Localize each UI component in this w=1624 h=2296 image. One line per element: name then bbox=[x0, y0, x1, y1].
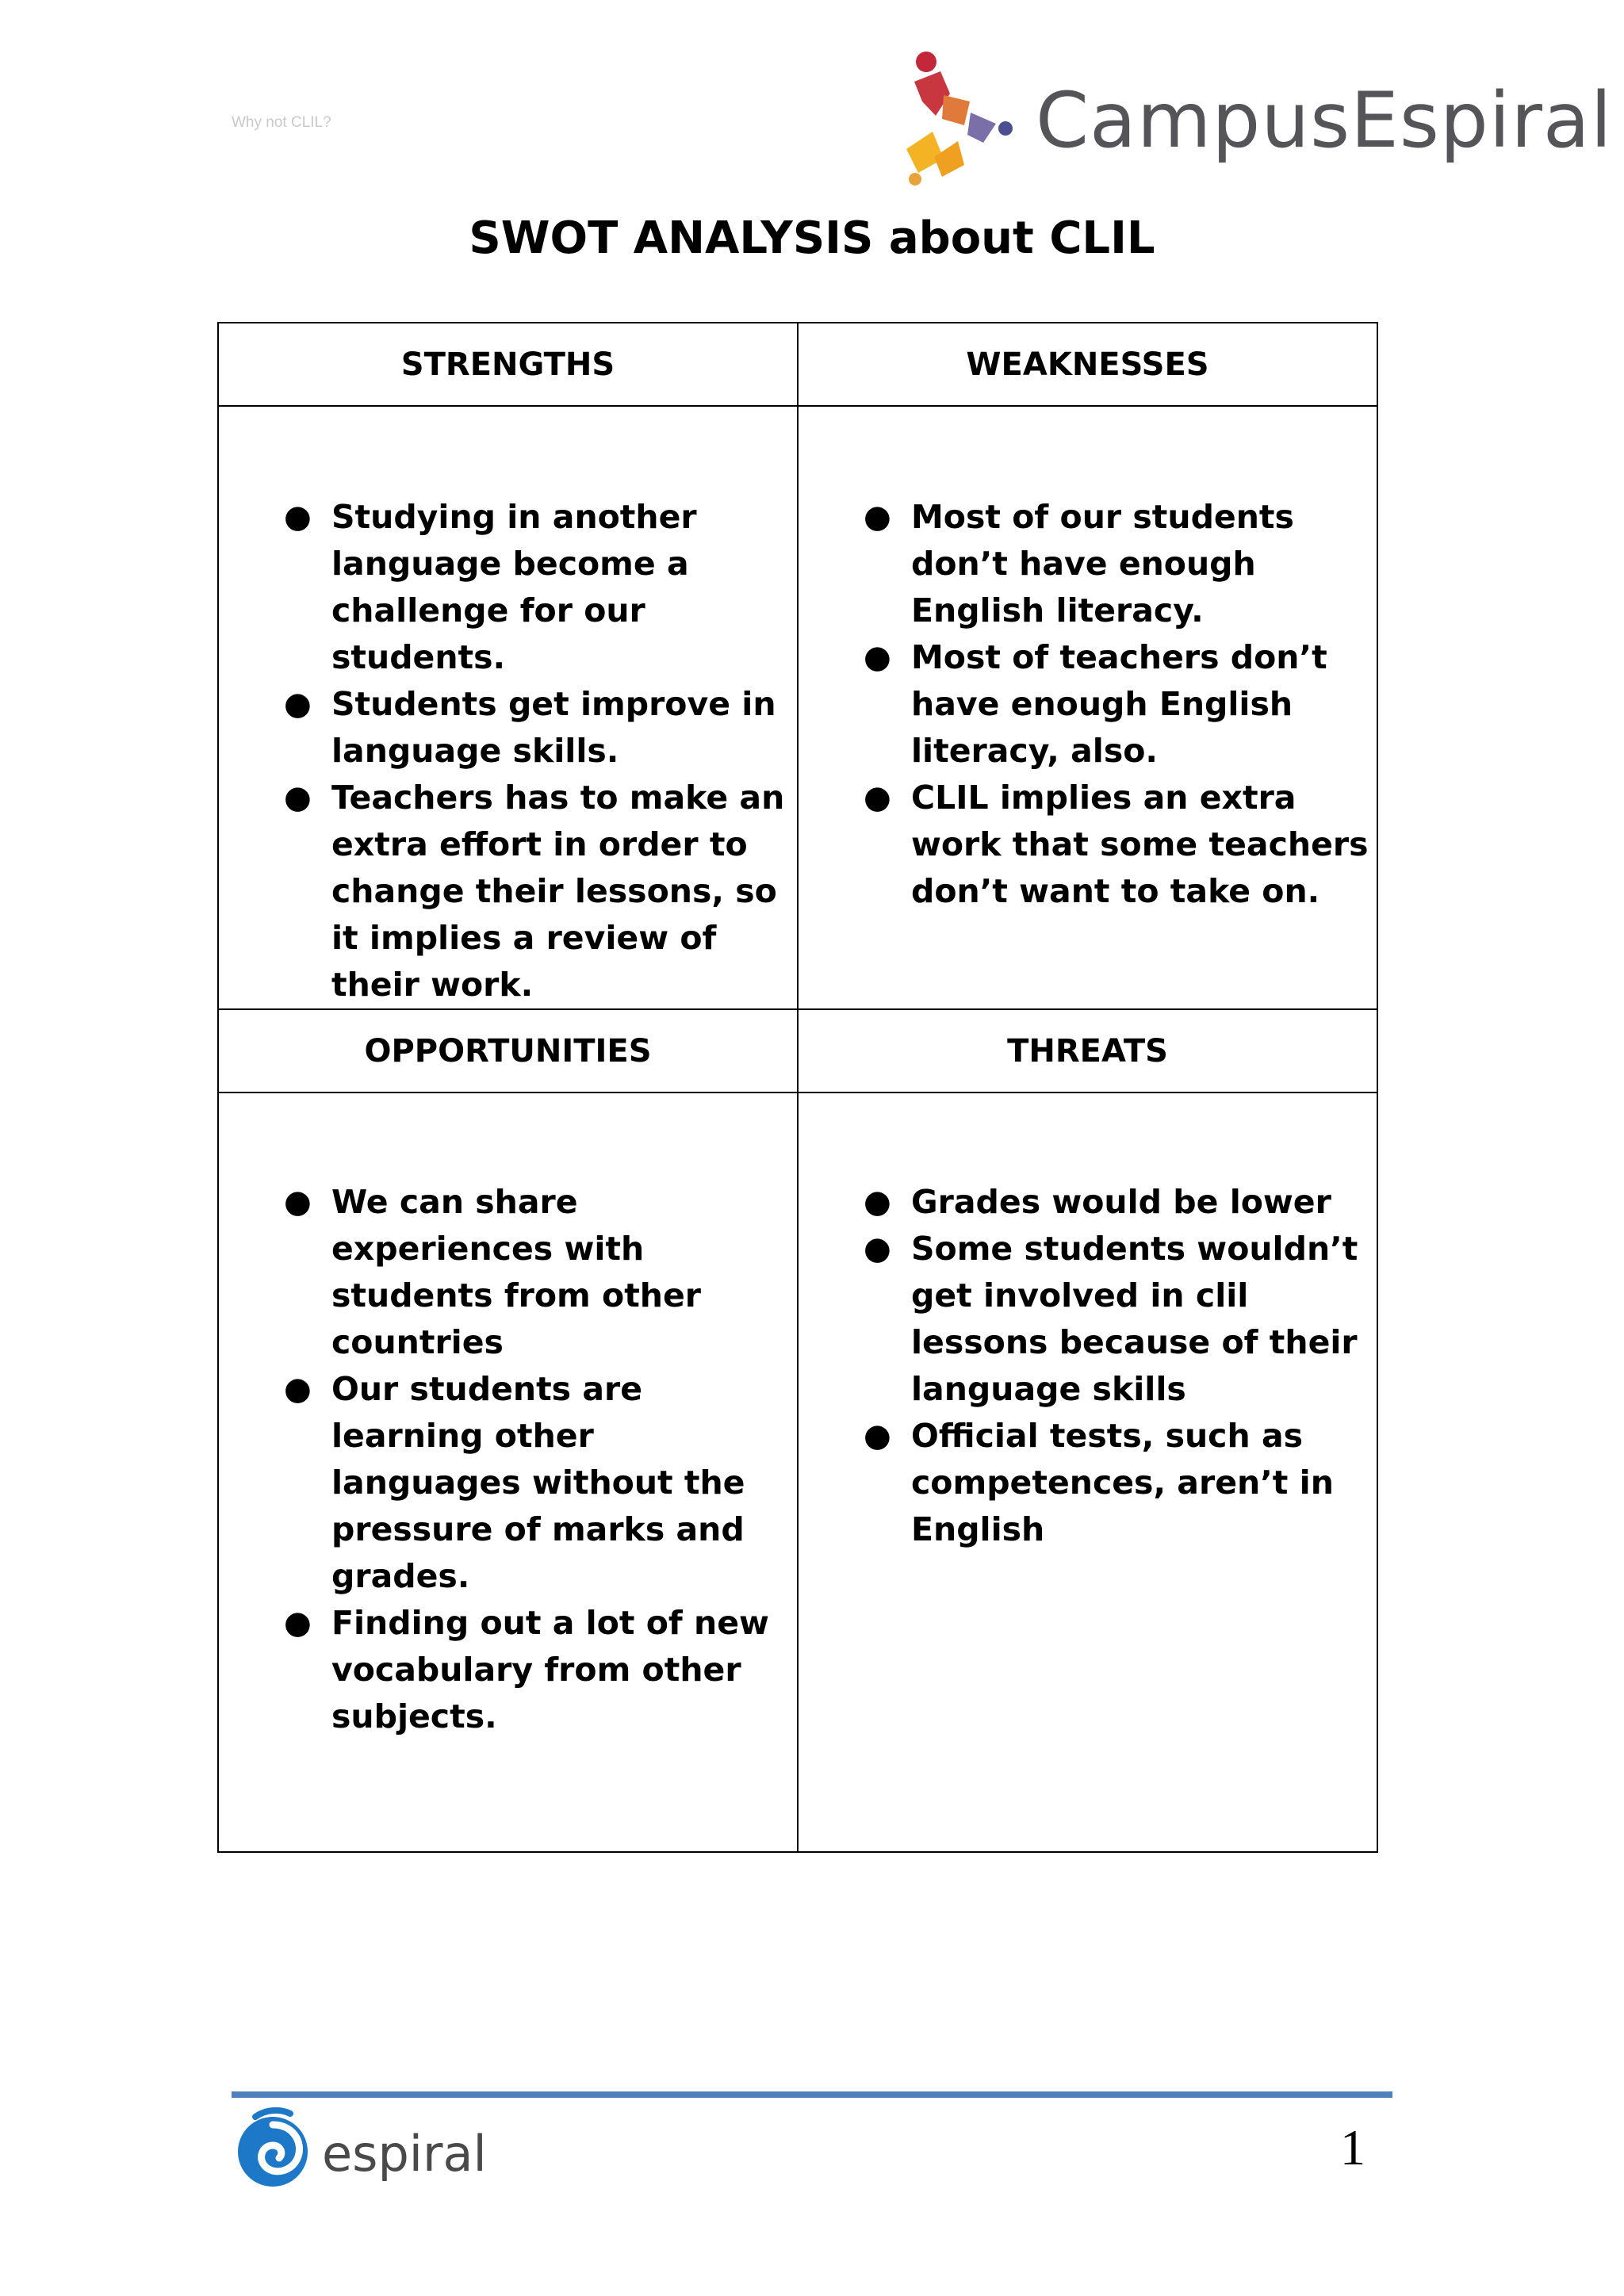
threats-cell bbox=[798, 1093, 1377, 1852]
weaknesses-heading: WEAKNESSES bbox=[798, 323, 1377, 406]
bullet-icon: ● bbox=[284, 499, 312, 535]
weakness-text: Most of our students don’t have enough English literacy. bbox=[911, 498, 1294, 629]
strengths-cell bbox=[218, 406, 798, 1009]
strengths-list bbox=[219, 407, 797, 1008]
list-item bbox=[799, 634, 1377, 775]
strength-text: Teachers has to make an extra effort in order to change their lessons, so it implies a review of their work. bbox=[331, 779, 785, 1004]
document-title: SWOT ANALYSIS about CLIL bbox=[469, 212, 1155, 264]
list-item bbox=[219, 681, 797, 775]
campus-espiral-logo bbox=[894, 46, 1613, 189]
bullet-icon: ● bbox=[864, 639, 891, 675]
list-item bbox=[799, 1413, 1377, 1553]
bullet-icon: ● bbox=[284, 1371, 312, 1407]
list-item bbox=[799, 494, 1377, 634]
espiral-logo-text: espiral bbox=[322, 2125, 487, 2183]
opportunity-text: We can share experiences with students from other countries bbox=[331, 1183, 702, 1361]
bullet-icon: ● bbox=[284, 779, 312, 816]
swot-body-row-top bbox=[218, 406, 1377, 1009]
opportunities-heading: OPPORTUNITIES bbox=[218, 1009, 798, 1093]
list-item bbox=[219, 1600, 797, 1740]
threat-text: Some students wouldn’t get involved in clil lessons because of their language skills bbox=[911, 1230, 1358, 1408]
weaknesses-cell bbox=[798, 406, 1377, 1009]
page-number: 1 bbox=[1340, 2119, 1365, 2175]
threat-text: Grades would be lower bbox=[911, 1183, 1331, 1221]
strength-text: Students get improve in language skills. bbox=[331, 685, 776, 770]
list-item bbox=[219, 775, 797, 1008]
brand-name: CampusEspiral bbox=[1036, 76, 1613, 165]
weaknesses-list bbox=[799, 407, 1377, 915]
list-item bbox=[219, 1179, 797, 1366]
swot-header-row-bottom bbox=[218, 1009, 1377, 1093]
bullet-icon: ● bbox=[284, 1184, 312, 1220]
list-item bbox=[799, 775, 1377, 915]
list-item bbox=[799, 1226, 1377, 1413]
bullet-icon: ● bbox=[284, 686, 312, 722]
bullet-icon: ● bbox=[864, 1184, 891, 1220]
opportunity-text: Our students are learning other languages without the pressure of marks and grades. bbox=[331, 1370, 745, 1595]
weakness-text: Most of teachers don’t have enough English literacy, also. bbox=[911, 638, 1327, 770]
espiral-logo bbox=[232, 2104, 501, 2199]
swot-header-row-top bbox=[218, 323, 1377, 406]
list-item bbox=[219, 494, 797, 681]
swot-table bbox=[217, 322, 1378, 1853]
opportunities-cell bbox=[218, 1093, 798, 1852]
header-note: Why not CLIL? bbox=[232, 114, 331, 131]
campus-espiral-logo-mark bbox=[894, 46, 1029, 189]
footer-rule bbox=[232, 2091, 1392, 2098]
bullet-icon: ● bbox=[864, 499, 891, 535]
list-item bbox=[219, 1366, 797, 1600]
opportunity-text: Finding out a lot of new vocabulary from other subjects. bbox=[331, 1604, 769, 1735]
espiral-swirl-icon bbox=[232, 2104, 319, 2199]
threat-text: Official tests, such as competences, aren’t in English bbox=[911, 1417, 1334, 1548]
list-item bbox=[799, 1179, 1377, 1226]
weakness-text: CLIL implies an extra work that some teachers don’t want to take on. bbox=[911, 779, 1369, 910]
bullet-icon: ● bbox=[284, 1605, 312, 1641]
strengths-heading: STRENGTHS bbox=[218, 323, 798, 406]
bullet-icon: ● bbox=[864, 1230, 891, 1267]
bullet-icon: ● bbox=[864, 1418, 891, 1454]
strength-text: Studying in another language become a challenge for our students. bbox=[331, 498, 697, 676]
threats-heading: THREATS bbox=[798, 1009, 1377, 1093]
threats-list bbox=[799, 1093, 1377, 1553]
swot-body-row-bottom bbox=[218, 1093, 1377, 1852]
opportunities-list bbox=[219, 1093, 797, 1740]
bullet-icon: ● bbox=[864, 779, 891, 816]
